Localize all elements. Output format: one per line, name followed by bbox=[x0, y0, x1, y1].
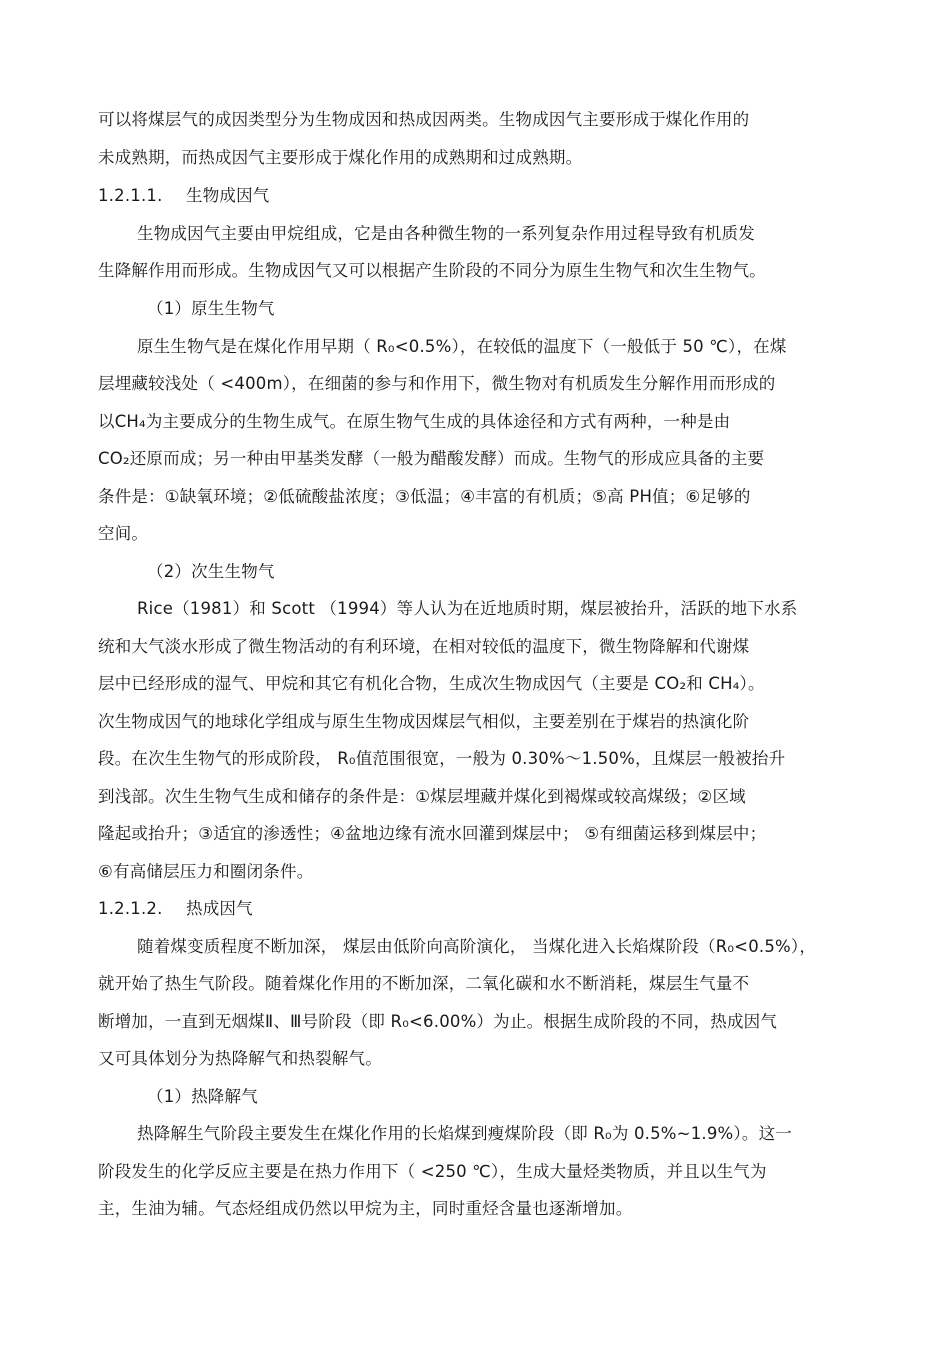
paragraph-line: ⑥有高储层压力和圈闭条件。 bbox=[98, 862, 314, 881]
paragraph-line: 层中已经形成的湿气、甲烷和其它有机化合物，生成次生物成因气（主要是 CO₂和 CH₄）。 bbox=[98, 674, 765, 693]
paragraph-line: 层埋藏较浅处（ <400m），在细菌的参与和作用下，微生物对有机质发生分解作用而形成的 bbox=[98, 374, 776, 393]
paragraph-line: 热降解生气阶段主要发生在煤化作用的长焰煤到瘦煤阶段（即 R₀为 0.5%~1.9%）。这一 bbox=[137, 1124, 792, 1143]
section-title: 生物成因气 bbox=[186, 186, 270, 205]
paragraph-line: 又可具体划分为热降解气和热裂解气。 bbox=[98, 1049, 382, 1068]
paragraph-line: 断增加，一直到无烟煤Ⅱ、Ⅲ号阶段（即 R₀<6.00%）为止。根据生成阶段的不同，热成因气 bbox=[98, 1012, 778, 1031]
subsection-title-primary: （1）原生生物气 bbox=[147, 299, 275, 318]
section-heading-bio bbox=[98, 184, 270, 208]
paragraph-line: 以CH₄为主要成分的生物生成气。在原生物气生成的具体途径和方式有两种，一种是由 bbox=[98, 412, 731, 431]
paragraph-line: 次生物成因气的地球化学组成与原生生物成因煤层气相似，主要差别在于煤岩的热演化阶 bbox=[98, 712, 750, 731]
paragraph-line: 随着煤变质程度不断加深， 煤层由低阶向高阶演化， 当煤化进入长焰煤阶段（R₀<0.5%）， bbox=[137, 937, 817, 956]
paragraph-line: Rice（1981）和 Scott （1994）等人认为在近地质时期，煤层被抬升，活跃的地下水系 bbox=[137, 599, 798, 618]
paragraph-line: 到浅部。次生生物气生成和储存的条件是：①煤层埋藏并煤化到褐煤或较高煤级；②区域 bbox=[98, 787, 746, 806]
paragraph-line: 原生生物气是在煤化作用早期（ R₀<0.5%），在较低的温度下（一般低于 50 ℃），在煤 bbox=[137, 337, 787, 356]
paragraph-line: 统和大气淡水形成了微生物活动的有利环境，在相对较低的温度下，微生物降解和代谢煤 bbox=[98, 637, 750, 656]
section-number: 1.2.1.1. bbox=[98, 186, 163, 205]
intro-line-1: 可以将煤层气的成因类型分为生物成因和热成因两类。生物成因气主要形成于煤化作用的 bbox=[98, 110, 750, 129]
paragraph-line: 就开始了热生气阶段。随着煤化作用的不断加深，二氧化碳和水不断消耗，煤层生气量不 bbox=[98, 974, 750, 993]
subsection-title-thermal-degradation: （1）热降解气 bbox=[147, 1087, 258, 1106]
subsection-title-secondary: （2）次生生物气 bbox=[147, 562, 275, 581]
paragraph-line: CO₂还原而成；另一种由甲基类发酵（一般为醋酸发酵）而成。生物气的形成应具备的主要 bbox=[98, 449, 765, 468]
paragraph-line: 隆起或抬升；③适宜的渗透性；④盆地边缘有流水回灌到煤层中； ⑤有细菌运移到煤层中； bbox=[98, 824, 767, 843]
paragraph-line: 条件是：①缺氧环境；②低硫酸盐浓度；③低温；④丰富的有机质；⑤高 PH值；⑥足够的 bbox=[98, 487, 751, 506]
paragraph-line: 主，生油为辅。气态烃组成仍然以甲烷为主，同时重烃含量也逐渐增加。 bbox=[98, 1199, 633, 1218]
section-title: 热成因气 bbox=[186, 899, 253, 918]
paragraph-line: 空间。 bbox=[98, 524, 149, 543]
paragraph-line: 生物成因气主要由甲烷组成，它是由各种微生物的一系列复杂作用过程导致有机质发 bbox=[137, 224, 755, 243]
paragraph-line: 生降解作用而形成。生物成因气又可以根据产生阶段的不同分为原生生物气和次生生物气。 bbox=[98, 261, 766, 280]
section-heading-thermo bbox=[98, 897, 253, 921]
paragraph-line: 阶段发生的化学反应主要是在热力作用下（ <250 ℃），生成大量烃类物质，并且以生气为 bbox=[98, 1162, 767, 1181]
section-number: 1.2.1.2. bbox=[98, 899, 163, 918]
intro-line-2: 未成熟期，而热成因气主要形成于煤化作用的成熟期和过成熟期。 bbox=[98, 148, 583, 167]
paragraph-line: 段。在次生生物气的形成阶段， R₀值范围很宽，一般为 0.30%～1.50%，且煤层一般被抬升 bbox=[98, 749, 786, 768]
